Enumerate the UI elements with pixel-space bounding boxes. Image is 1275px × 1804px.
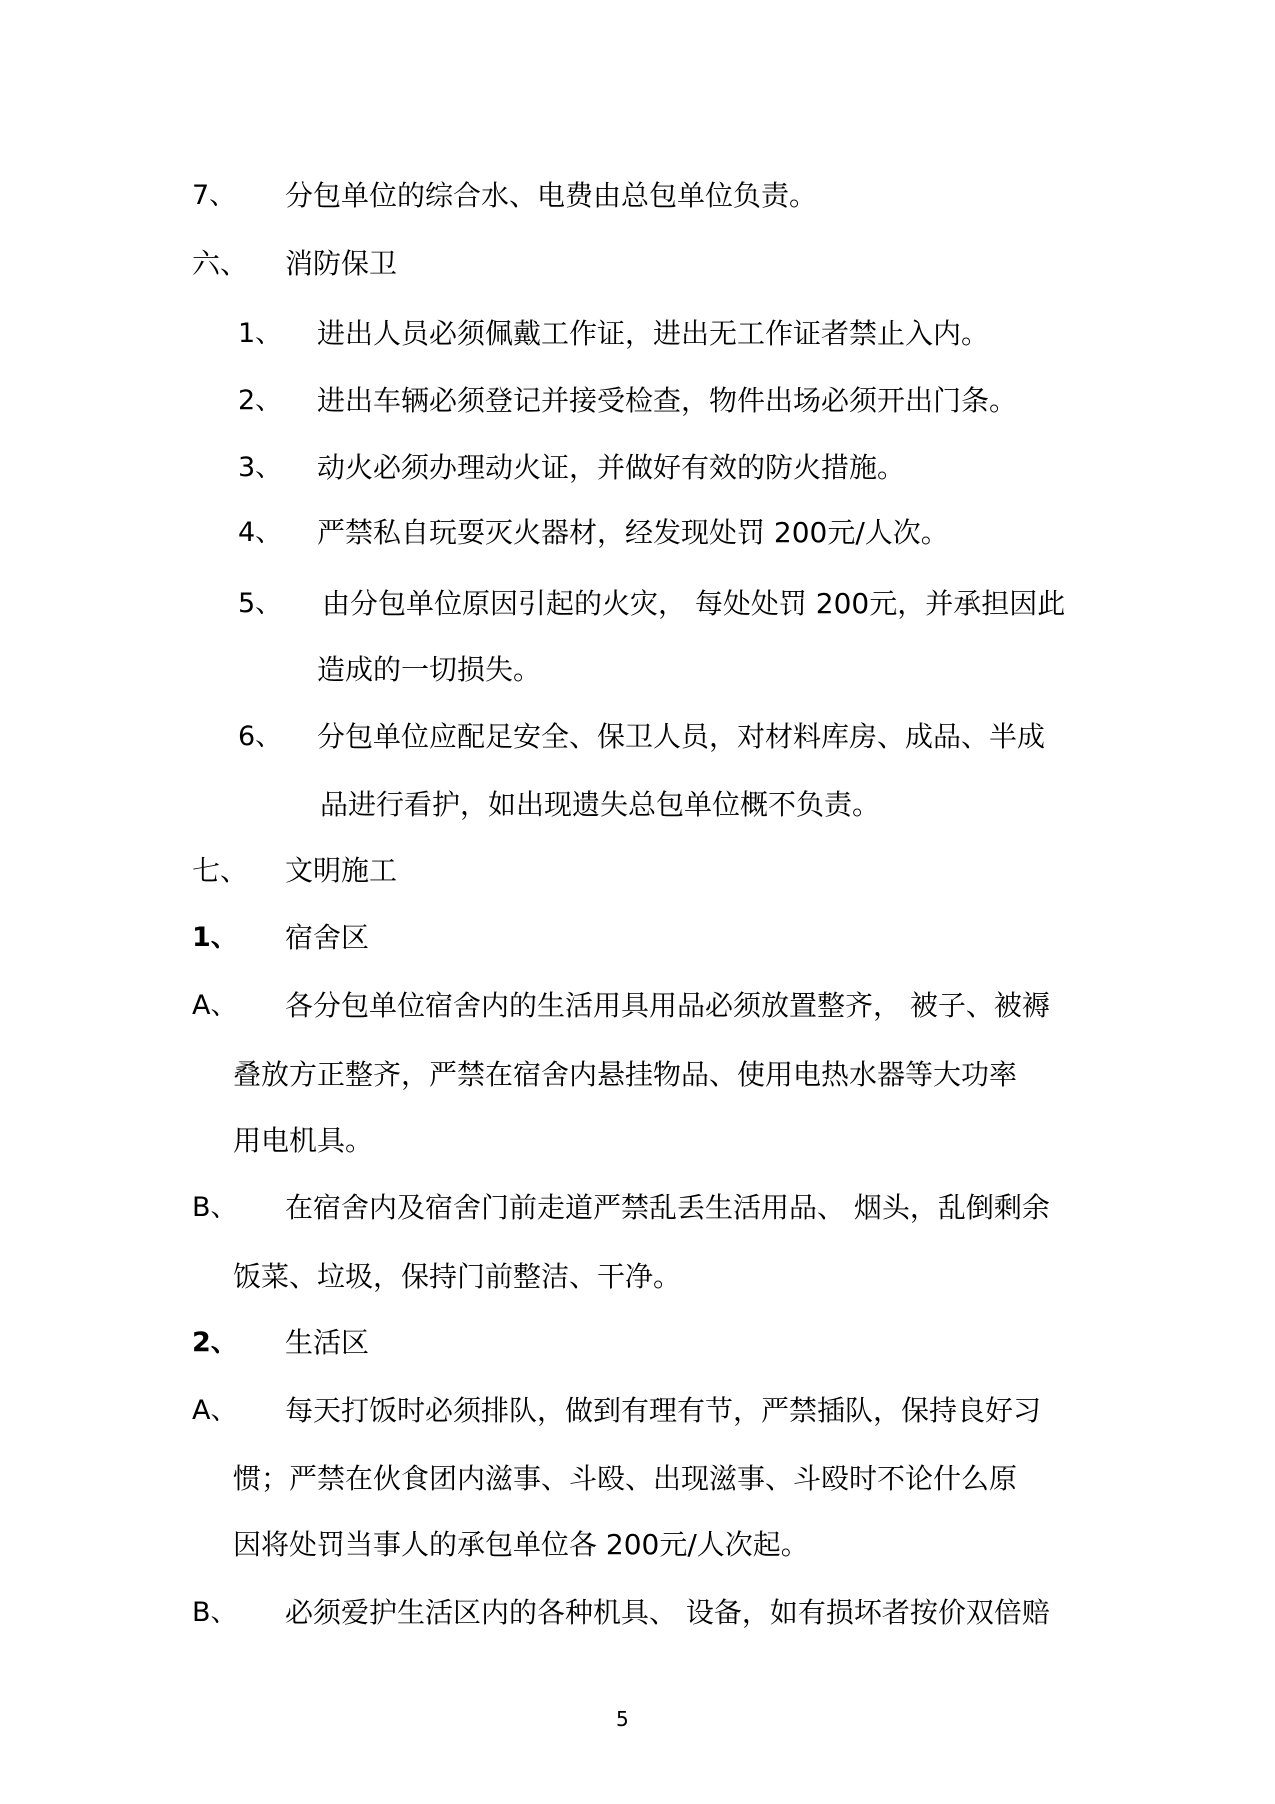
item-text: 动火必须办理动火证，并做好有效的防火措施。	[317, 451, 906, 484]
item-number: 7、	[192, 180, 237, 211]
section-number: 六、	[192, 247, 249, 280]
item-number: 1、	[238, 318, 283, 349]
item-text: 由分包单位原因引起的火灾， 每处处罚 200元，并承担因此	[322, 587, 1066, 620]
item-text-continued: 造成的一切损失。	[317, 653, 542, 686]
item-letter: B、	[192, 1597, 238, 1628]
item-number: 6、	[238, 721, 283, 752]
item-letter: A、	[192, 1395, 238, 1426]
item-text-continued: 惯；严禁在伙食团内滋事、斗殴、出现滋事、斗殴时不论什么原	[233, 1462, 1018, 1495]
section-number: 七、	[192, 854, 249, 887]
item-text: 严禁私自玩耍灭火器材，经发现处罚 200元/人次。	[317, 516, 949, 549]
item-text: 分包单位的综合水、电费由总包单位负责。	[285, 179, 818, 212]
item-text: 进出人员必须佩戴工作证，进出无工作证者禁止入内。	[317, 317, 990, 350]
subsection-heading: 宿舍区	[285, 921, 370, 954]
page-number: 5	[616, 1707, 629, 1731]
item-number: 4、	[238, 517, 283, 548]
item-text: 每天打饭时必须排队，做到有理有节，严禁插队，保持良好习	[285, 1394, 1042, 1427]
subsection-heading: 生活区	[285, 1326, 370, 1359]
item-text: 必须爱护生活区内的各种机具、 设备，如有损坏者按价双倍赔	[285, 1596, 1050, 1629]
item-letter: B、	[192, 1192, 238, 1223]
subsection-number: 1、	[192, 922, 238, 953]
item-text-continued: 品进行看护，如出现遗失总包单位概不负责。	[320, 788, 881, 821]
item-number: 2、	[238, 385, 283, 416]
item-text: 分包单位应配足安全、保卫人员，对材料库房、成品、半成	[317, 720, 1046, 753]
item-letter: A、	[192, 990, 238, 1021]
item-text-continued: 叠放方正整齐，严禁在宿舍内悬挂物品、使用电热水器等大功率	[233, 1058, 1018, 1091]
item-number: 3、	[238, 452, 283, 483]
subsection-number: 2、	[192, 1327, 238, 1358]
item-text: 在宿舍内及宿舍门前走道严禁乱丢生活用品、 烟头，乱倒剩余	[285, 1191, 1050, 1224]
item-text-continued: 因将处罚当事人的承包单位各 200元/人次起。	[233, 1528, 809, 1561]
item-text-continued: 用电机具。	[233, 1124, 374, 1157]
item-text-continued: 饭菜、垃圾，保持门前整洁、干净。	[233, 1260, 682, 1293]
section-heading: 文明施工	[285, 854, 398, 887]
item-number: 5、	[238, 588, 283, 619]
section-heading: 消防保卫	[285, 247, 398, 280]
item-text: 各分包单位宿舍内的生活用具用品必须放置整齐， 被子、被褥	[285, 989, 1050, 1022]
item-text: 进出车辆必须登记并接受检查，物件出场必须开出门条。	[317, 384, 1018, 417]
